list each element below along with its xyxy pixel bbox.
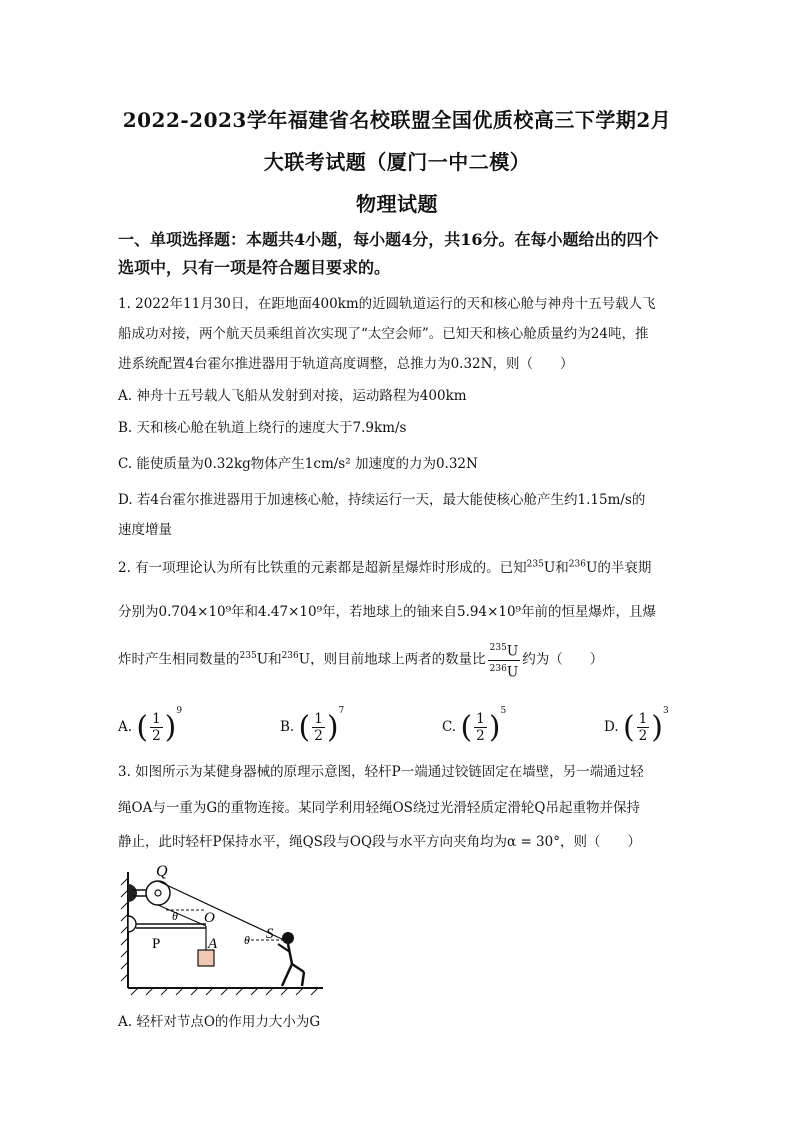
q2-line-3: 炸时产生相同数量的$^{235}$U和$^{236}$U，则目前地球上两者的数量比 $\frac{^{235}U}{^{236}U}$ 约为（ ）	[118, 640, 698, 680]
ground-hatching	[131, 988, 318, 995]
fitness-device-diagram	[118, 860, 333, 1000]
section-heading-line-1: 一、单项选择题：本题共4小题，每小题4分，共16分。在每小题给出的四个	[118, 230, 659, 249]
label-s: S	[266, 926, 274, 942]
title-line-1: 2022-2023学年福建省名校联盟全国优质校高三下学期2月	[122, 108, 672, 132]
pulley-mount	[128, 884, 137, 902]
q2-option-b: B. ( $\frac{1}{2}$ )$^7$	[280, 706, 345, 745]
person-head	[282, 932, 294, 944]
wall-hatching	[121, 878, 128, 981]
q2-option-a: A. ( $\frac{1}{2}$ )$^9$	[118, 706, 183, 745]
label-theta-top: θ	[172, 909, 178, 923]
rope-oq	[158, 905, 206, 926]
q1-option-d-line-2: 速度增量	[118, 522, 172, 538]
q2-option-d: D. ( $\frac{1}{2}$ )$^3$	[604, 706, 669, 745]
subject-title: 物理试题	[356, 192, 438, 216]
label-p: P	[152, 936, 161, 952]
q3-line-2: 绳OA与一重为G的重物连接。某同学利用轻绳OS绕过光滑轻质定滑轮Q吊起重物并保持	[118, 800, 640, 816]
weight-block	[198, 950, 214, 966]
u-ratio-fraction: $\frac{^{235}U}{^{236}U}$	[488, 640, 521, 680]
q1-option-b: B. 天和核心舱在轨道上绕行的速度大于7.9km/s	[118, 420, 407, 436]
label-q: Q	[156, 863, 168, 880]
q1-line-1: 1. 2022年11月30日，在距地面400km的近圆轨道运行的天和核心舱与神舟十五号载人飞	[118, 296, 656, 312]
label-o: O	[204, 910, 215, 926]
q1-option-a: A. 神舟十五号载人飞船从发射到对接，运动路程为400km	[118, 388, 467, 404]
label-a: A	[208, 936, 218, 952]
section-heading-line-2: 选项中，只有一项是符合题目要求的。	[118, 258, 391, 277]
person-leg-2	[292, 964, 304, 972]
person-leg-1	[282, 964, 292, 986]
q2-line-2: 分别为0.704×10⁹年和4.47×10⁹年，若地球上的铀来自5.94×10⁹年前的恒星爆炸，且爆	[118, 604, 656, 620]
q1-option-c: C. 能使质量为0.32kg物体产生1cm/s² 加速度的力为0.32N	[118, 456, 478, 472]
q1-line-3: 进系统配置4台霍尔推进器用于轨道高度调整，总推力为0.32N，则（ ）	[118, 356, 574, 372]
q3-line-3: 静止，此时轻杆P保持水平，绳QS段与OQ段与水平方向夹角均为α = 30°，则（ ）	[118, 834, 641, 850]
q2-line-1: 2. 有一项理论认为所有比铁重的元素都是超新星爆炸时形成的。已知$^{235}$U和$^{236}$U的半衰期	[118, 559, 652, 576]
q2-option-c: C. ( $\frac{1}{2}$ )$^5$	[442, 706, 507, 745]
label-theta-bottom: θ	[244, 933, 250, 947]
q3-line-1: 3. 如图所示为某健身器械的原理示意图，轻杆P一端通过铰链固定在墙壁，另一端通过轻	[118, 764, 644, 780]
q1-option-d-line-1: D. 若4台霍尔推进器用于加速核心舱，持续运行一天，最大能使核心舱产生约1.15m/s的	[118, 492, 646, 508]
hinge	[128, 916, 136, 932]
q1-line-2: 船成功对接，两个航天员乘组首次实现了“太空会师”。已知天和核心舱质量约为24吨，推	[118, 326, 649, 342]
title-line-2: 大联考试题（厦门一中二模）	[263, 150, 531, 174]
person-body	[288, 944, 292, 964]
q3-option-a: A. 轻杆对节点O的作用力大小为G	[118, 1014, 321, 1030]
